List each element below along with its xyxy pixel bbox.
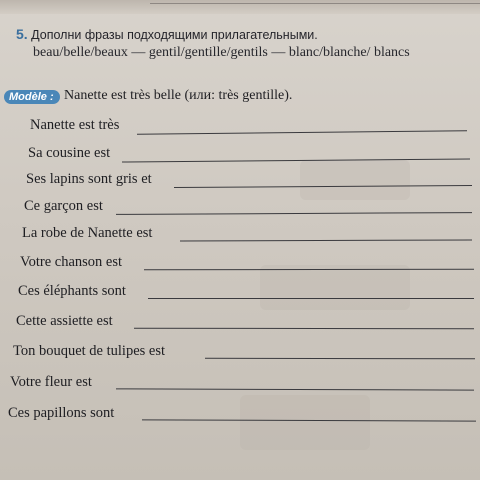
exercise-prompt: Ce garçon est	[24, 198, 103, 214]
answer-line[interactable]	[116, 212, 472, 215]
top-rule	[150, 3, 480, 4]
exercise-row	[24, 198, 476, 218]
exercise-row	[8, 405, 478, 425]
task-header	[16, 26, 476, 42]
exercise-prompt: Nanette est très	[30, 117, 120, 133]
model-badge: Modèle :	[4, 90, 60, 104]
exercise-prompt: Sa cousine est	[28, 145, 111, 161]
exercise-prompt: Ton bouquet de tulipes est	[13, 343, 166, 359]
exercise-prompt: Votre fleur est	[10, 374, 92, 390]
answer-line[interactable]	[205, 358, 475, 359]
exercise-row	[28, 145, 474, 165]
answer-line[interactable]	[144, 269, 474, 271]
answer-line[interactable]	[142, 419, 476, 421]
answer-line[interactable]	[134, 328, 474, 330]
answer-line[interactable]	[174, 185, 472, 188]
answer-line[interactable]	[122, 158, 470, 162]
answer-line[interactable]	[180, 239, 472, 241]
exercise-prompt: Ces éléphants sont	[18, 283, 126, 299]
exercise-row	[30, 117, 470, 137]
exercise-prompt: Ces papillons sont	[8, 405, 115, 421]
exercise-prompt: La robe de Nanette est	[22, 225, 153, 241]
exercise-prompt: Cette assiette est	[16, 313, 113, 329]
answer-line[interactable]	[148, 298, 474, 299]
answer-line[interactable]	[116, 388, 474, 390]
exercise-row	[26, 171, 476, 191]
model-example	[4, 88, 474, 108]
answer-line[interactable]	[137, 130, 467, 134]
model-sentence: Nanette est très belle (или: très gentille).	[64, 88, 293, 103]
task-number: 5.	[16, 26, 28, 42]
exercise-row	[13, 343, 478, 363]
exercise-row	[16, 313, 478, 333]
adjective-list: beau/belle/beaux — gentil/gentille/gentils — blanc/blanche/ blancs	[33, 45, 410, 60]
exercise-prompt: Ses lapins sont gris et	[26, 171, 152, 187]
task-instruction: Дополни фразы подходящими прилагательными.	[31, 28, 318, 42]
exercise-row	[20, 254, 478, 274]
exercise-row	[22, 225, 478, 245]
exercise-prompt: Votre chanson est	[20, 254, 123, 270]
exercise-row	[18, 283, 478, 303]
exercise-row	[10, 374, 478, 394]
